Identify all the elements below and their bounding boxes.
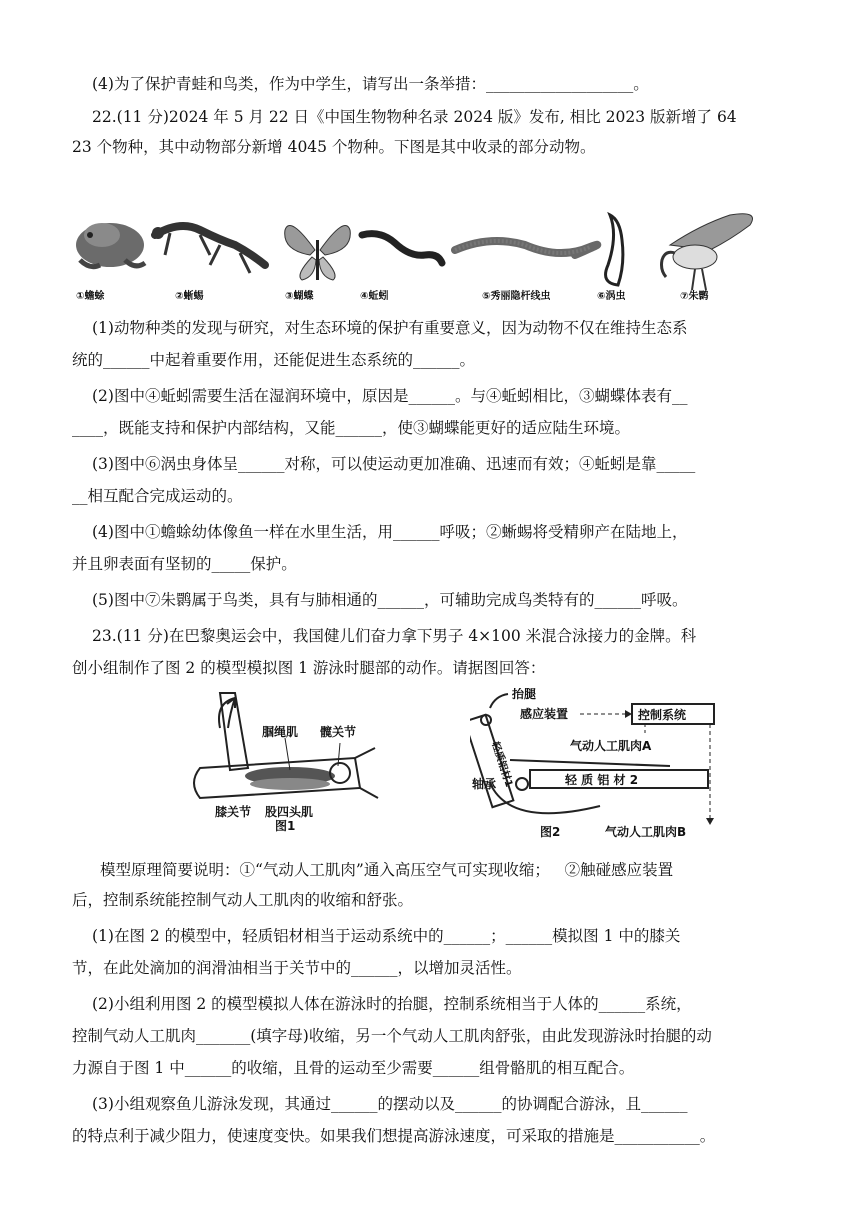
fig1-label-quadriceps: 股四头肌 [265, 805, 314, 819]
fig1-label-hamstring: 腘绳肌 [262, 725, 299, 739]
fig2-label-bar1: 轻质铝材1 [489, 740, 515, 789]
fig2-label-muscle-a: 气动人工肌肉A [570, 739, 652, 753]
q22-part1-line1: (1)动物种类的发现与研究，对生态环境的保护有重要意义，因为动物不仅在维持生态系 [92, 319, 688, 337]
fig2-label-sensor: 感应装置 [520, 707, 569, 721]
q21-part4: (4)为了保护青蛙和鸟类，作为中学生，请写出一条举措：___________________。 [92, 75, 649, 93]
q23-part2-line3: 力源自于图 1 中______的收缩，且骨的运动至少需要______组骨骼肌的相互配合。 [72, 1059, 635, 1077]
animals-figure [70, 205, 770, 305]
q22-part3-line2: __相互配合完成运动的。 [72, 487, 243, 505]
q22-part4-line1: (4)图中①蟾蜍幼体像鱼一样在水里生活，用______呼吸；②蜥蜴将受精卵产在陆地上， [92, 523, 688, 541]
q23-principle-line1: 模型原理简要说明：①“气动人工肌肉”通入高压空气可实现收缩； ②触碰感应装置 [100, 861, 674, 879]
fig2-label-control: 控制系统 [638, 708, 687, 722]
earthworm-image [362, 234, 442, 263]
q22-part3-line1: (3)图中⑥涡虫身体呈______对称，可以使运动更加准确、迅速而有效；④蚯蚓是靠_____ [92, 455, 696, 473]
q22-part2-line2: ____，既能支持和保护内部结构，又能______，使③蝴蝶能更好的适应陆生环境。 [72, 419, 631, 437]
fig1-label-hip-joint: 髋关节 [320, 725, 357, 739]
animal-label-planarian: ⑥涡虫 [597, 291, 626, 302]
animal-label-nematode: ⑤秀丽隐杆线虫 [482, 291, 551, 302]
animal-label-lizard: ②蜥蜴 [175, 291, 204, 302]
q23-part2-line2: 控制气动人工肌肉_______(填字母)收缩，另一个气动人工肌肉舒张，由此发现游泳时抬腿的动 [72, 1027, 712, 1045]
fig2-label-bar2: 轻 质 铝 材 2 [565, 773, 639, 787]
nematode-image [455, 241, 597, 255]
fig2-label-axle: 轴承 [472, 777, 497, 791]
q22-part5: (5)图中⑦朱鹮属于鸟类，具有与肺相通的______，可辅助完成鸟类特有的______呼吸。 [92, 591, 688, 609]
q22-part4-line2: 并且卵表面有坚韧的_____保护。 [72, 555, 297, 573]
q22-part2-line1: (2)图中④蚯蚓需要生活在湿润环境中，原因是______。与④蚯蚓相比，③蝴蝶体表有__ [92, 387, 688, 405]
q23-part2-line1: (2)小组利用图 2 的模型模拟人体在游泳时的抬腿，控制系统相当于人体的______系统， [92, 995, 692, 1013]
q23-intro-line2: 创小组制作了图 2 的模型模拟图 1 游泳时腿部的动作。请据图回答： [72, 659, 546, 677]
q22-part1-line2: 统的______中起着重要作用，还能促进生态系统的______。 [72, 351, 476, 369]
fig2-caption: 图2 [540, 825, 561, 839]
fig1-label-knee-joint: 膝关节 [215, 805, 252, 819]
fig2-label-lift: 抬腿 [512, 688, 537, 701]
animal-label-earthworm: ④蚯蚓 [360, 291, 389, 302]
figure1-leg-diagram [180, 688, 380, 833]
planarian-image [606, 215, 623, 285]
q23-part1-line1: (1)在图 2 的模型中，轻质铝材相当于运动系统中的______；______模拟图 1 中的膝关 [92, 927, 681, 945]
toad-image [76, 223, 145, 267]
fig1-caption: 图1 [275, 819, 296, 833]
q23-part3-line2: 的特点利于减少阻力，使速度变快。如果我们想提高游泳速度，可采取的措施是___________。 [72, 1127, 716, 1145]
fig2-label-muscle-b: 气动人工肌肉B [605, 825, 687, 839]
butterfly-image [285, 226, 351, 281]
crested-ibis-image [662, 214, 753, 290]
q23-part3-line1: (3)小组观察鱼儿游泳发现，其通过______的摆动以及______的协调配合游泳，且______ [92, 1095, 688, 1113]
figure2-model-diagram [470, 688, 730, 843]
lizard-image [152, 226, 265, 273]
q22-intro-line2: 23 个物种，其中动物部分新增 4045 个物种。下图是其中收录的部分动物。 [72, 138, 596, 156]
q22-intro-line1: 22.(11 分)2024 年 5 月 22 日《中国生物物种名录 2024 版》发布, 相比 2023 版新增了 64 [92, 108, 737, 126]
q23-intro-line1: 23.(11 分)在巴黎奥运会中，我国健儿们奋力拿下男子 4×100 米混合泳接力的金牌。科 [92, 627, 697, 645]
animal-label-butterfly: ③蝴蝶 [285, 291, 314, 302]
q23-part1-line2: 节，在此处滴加的润滑油相当于关节中的______，以增加灵活性。 [72, 959, 522, 977]
animal-label-crested-ibis: ⑦朱鹮 [680, 291, 709, 302]
q23-principle-line2: 后，控制系统能控制气动人工肌肉的收缩和舒张。 [72, 891, 414, 909]
animal-label-toad: ①蟾蜍 [76, 291, 105, 302]
